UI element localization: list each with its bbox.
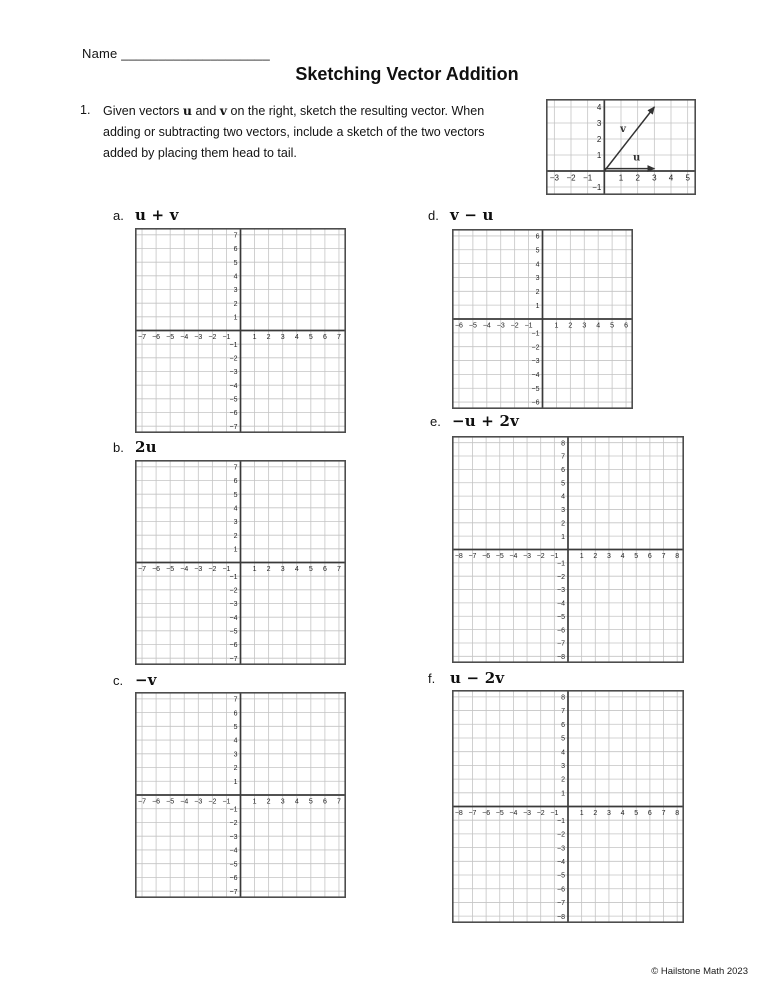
x-tick-label: 1 bbox=[579, 810, 584, 817]
x-tick-label: −4 bbox=[180, 566, 189, 573]
x-tick-label: −6 bbox=[152, 334, 161, 341]
y-tick-label: 7 bbox=[233, 232, 238, 240]
item-label-b bbox=[113, 438, 157, 457]
x-tick-label: −3 bbox=[523, 810, 532, 817]
x-tick-label: −3 bbox=[549, 173, 559, 183]
y-tick-label: 1 bbox=[233, 314, 238, 322]
copyright-notice: © Hailstone Math 2023 bbox=[651, 966, 748, 977]
y-tick-label: 5 bbox=[535, 247, 540, 255]
x-tick-label: 7 bbox=[337, 798, 341, 806]
x-tick-label: 5 bbox=[308, 798, 313, 806]
x-tick-label: −6 bbox=[152, 566, 161, 573]
y-tick-label: 3 bbox=[233, 519, 238, 527]
item-expression: v − u bbox=[450, 206, 494, 224]
x-tick-label: −1 bbox=[550, 810, 559, 817]
item-letter: c. bbox=[113, 673, 124, 688]
x-tick-label: 5 bbox=[685, 173, 690, 183]
y-tick-label: −1 bbox=[592, 183, 602, 193]
x-tick-label: −7 bbox=[138, 334, 147, 341]
y-tick-label: 3 bbox=[535, 275, 540, 283]
y-tick-label: −8 bbox=[557, 913, 565, 921]
x-tick-label: 2 bbox=[266, 798, 271, 806]
x-tick-label: −6 bbox=[152, 798, 161, 806]
problem-text-line: added by placing them head to tail. bbox=[103, 146, 297, 160]
y-tick-label: −6 bbox=[531, 399, 540, 407]
y-tick-label: 6 bbox=[561, 467, 565, 475]
y-tick-label: 7 bbox=[233, 464, 238, 472]
y-tick-label: 4 bbox=[233, 273, 238, 281]
x-tick-label: 4 bbox=[620, 810, 625, 817]
y-tick-label: −8 bbox=[557, 653, 565, 661]
x-tick-label: −1 bbox=[222, 334, 231, 341]
x-tick-label: 4 bbox=[294, 566, 299, 573]
y-tick-label: 8 bbox=[561, 694, 565, 702]
y-tick-label: −1 bbox=[531, 330, 540, 338]
y-tick-label: −6 bbox=[229, 410, 238, 418]
y-tick-label: −7 bbox=[557, 640, 565, 648]
y-tick-label: −4 bbox=[557, 600, 565, 608]
x-tick-label: 1 bbox=[252, 566, 257, 573]
x-tick-label: −1 bbox=[524, 322, 533, 330]
x-tick-label: −2 bbox=[208, 334, 217, 341]
y-tick-label: −4 bbox=[229, 847, 238, 855]
x-tick-label: 3 bbox=[606, 810, 611, 817]
y-tick-label: 6 bbox=[233, 246, 238, 254]
y-tick-label: 1 bbox=[561, 790, 565, 798]
y-tick-label: −5 bbox=[229, 628, 238, 636]
y-tick-label: −2 bbox=[557, 831, 565, 839]
x-tick-label: 2 bbox=[635, 173, 640, 183]
x-tick-label: −3 bbox=[194, 334, 203, 341]
y-tick-label: 2 bbox=[561, 520, 565, 528]
x-tick-label: 6 bbox=[647, 810, 652, 817]
item-letter: b. bbox=[113, 440, 124, 455]
y-tick-label: −2 bbox=[229, 587, 238, 595]
x-tick-label: 5 bbox=[610, 322, 615, 330]
y-tick-label: −7 bbox=[229, 423, 238, 431]
y-tick-label: 2 bbox=[561, 776, 565, 784]
x-tick-label: −2 bbox=[536, 553, 545, 560]
y-tick-label: −7 bbox=[229, 888, 238, 896]
problem-text-line: Given vectors u and v on the right, sketch the resulting vector. When bbox=[103, 103, 485, 118]
y-tick-label: 7 bbox=[561, 453, 565, 461]
y-tick-label: −7 bbox=[557, 900, 565, 908]
x-tick-label: 7 bbox=[337, 566, 341, 573]
x-tick-label: −3 bbox=[523, 553, 532, 560]
vector-u-label: u bbox=[633, 152, 641, 164]
x-tick-label: −2 bbox=[566, 173, 576, 183]
y-tick-label: −6 bbox=[229, 875, 238, 883]
x-tick-label: 5 bbox=[308, 566, 313, 573]
problem-text-line: adding or subtracting two vectors, include a sketch of the two vectors bbox=[103, 125, 485, 139]
x-tick-label: 3 bbox=[280, 334, 285, 341]
x-tick-label: 6 bbox=[322, 334, 327, 341]
item-expression: u − 2v bbox=[450, 669, 505, 687]
x-tick-label: −3 bbox=[194, 566, 203, 573]
x-tick-label: 4 bbox=[668, 173, 674, 183]
item-label-d bbox=[428, 206, 494, 225]
practice-grid-c bbox=[135, 692, 346, 898]
x-tick-label: −4 bbox=[180, 334, 189, 341]
x-tick-label: 6 bbox=[624, 322, 628, 330]
x-tick-label: −8 bbox=[454, 810, 463, 817]
y-tick-label: 4 bbox=[561, 493, 565, 501]
y-tick-label: 1 bbox=[535, 302, 540, 310]
problem-1 bbox=[80, 100, 560, 164]
y-tick-label: −2 bbox=[229, 355, 238, 363]
y-tick-label: 4 bbox=[535, 261, 540, 269]
x-tick-label: −2 bbox=[208, 566, 217, 573]
vector-v-label: v bbox=[620, 123, 626, 135]
problem-number: 1. bbox=[80, 103, 91, 117]
y-tick-label: 8 bbox=[561, 440, 565, 448]
y-tick-label: 7 bbox=[561, 708, 565, 716]
item-expression: −u + 2v bbox=[452, 412, 520, 430]
x-tick-label: −3 bbox=[194, 798, 203, 806]
x-tick-label: 4 bbox=[294, 334, 299, 341]
y-tick-label: −3 bbox=[229, 601, 238, 609]
x-tick-label: −2 bbox=[536, 810, 545, 817]
y-tick-label: −6 bbox=[229, 642, 238, 650]
y-tick-label: −4 bbox=[531, 372, 540, 380]
x-tick-label: −4 bbox=[509, 810, 518, 817]
y-tick-label: 6 bbox=[561, 721, 565, 729]
x-tick-label: 3 bbox=[582, 322, 587, 330]
x-tick-label: 1 bbox=[252, 798, 257, 806]
y-tick-label: −1 bbox=[557, 817, 565, 825]
x-tick-label: 6 bbox=[322, 798, 327, 806]
y-tick-label: 5 bbox=[233, 259, 238, 267]
y-tick-label: 3 bbox=[233, 751, 238, 759]
item-letter: a. bbox=[113, 208, 124, 223]
x-tick-label: 3 bbox=[280, 566, 285, 573]
y-tick-label: −5 bbox=[229, 861, 238, 869]
item-label-e bbox=[430, 412, 519, 431]
y-tick-label: 3 bbox=[561, 507, 565, 515]
y-tick-label: 1 bbox=[233, 778, 238, 786]
name-blank: Name ____________________ bbox=[82, 46, 270, 61]
x-tick-label: −7 bbox=[468, 553, 477, 560]
y-tick-label: 1 bbox=[233, 546, 238, 554]
x-tick-label: −4 bbox=[482, 322, 491, 330]
x-tick-label: −6 bbox=[482, 810, 491, 817]
y-tick-label: −5 bbox=[531, 385, 540, 393]
y-tick-label: −2 bbox=[229, 820, 238, 828]
x-tick-label: −2 bbox=[510, 322, 519, 330]
problem-text bbox=[103, 100, 560, 164]
x-tick-label: 2 bbox=[593, 810, 598, 817]
y-tick-label: 3 bbox=[233, 287, 238, 295]
y-tick-label: 3 bbox=[596, 119, 602, 129]
y-tick-label: −3 bbox=[229, 833, 238, 841]
y-tick-label: −2 bbox=[557, 573, 565, 581]
item-expression: 2u bbox=[135, 438, 157, 456]
x-tick-label: −7 bbox=[138, 798, 147, 806]
x-tick-label: −5 bbox=[166, 798, 175, 806]
x-tick-label: −5 bbox=[495, 810, 504, 817]
y-tick-label: −6 bbox=[557, 627, 565, 635]
x-tick-label: 2 bbox=[266, 566, 271, 573]
y-tick-label: 4 bbox=[561, 749, 565, 757]
item-label-c bbox=[113, 671, 157, 690]
x-tick-label: −1 bbox=[222, 566, 231, 573]
y-tick-label: 4 bbox=[233, 737, 238, 745]
x-tick-label: 1 bbox=[252, 334, 257, 341]
practice-grid-a bbox=[135, 228, 346, 433]
y-tick-label: 5 bbox=[561, 480, 565, 488]
y-tick-label: −4 bbox=[229, 614, 238, 622]
y-tick-label: −2 bbox=[531, 344, 540, 352]
x-tick-label: −1 bbox=[222, 798, 231, 806]
y-tick-label: 2 bbox=[233, 532, 238, 540]
x-tick-label: −4 bbox=[180, 798, 189, 806]
x-tick-label: 3 bbox=[280, 798, 285, 806]
item-letter: d. bbox=[428, 208, 439, 223]
x-tick-label: 7 bbox=[337, 334, 341, 341]
y-tick-label: −1 bbox=[229, 806, 238, 814]
x-tick-label: 6 bbox=[322, 566, 327, 573]
y-tick-label: 4 bbox=[233, 505, 238, 513]
y-tick-label: 2 bbox=[233, 765, 238, 773]
x-tick-label: −5 bbox=[468, 322, 477, 330]
x-tick-label: −5 bbox=[166, 334, 175, 341]
item-expression: −v bbox=[135, 671, 157, 689]
x-tick-label: 3 bbox=[606, 553, 611, 560]
x-tick-label: 4 bbox=[620, 553, 625, 560]
item-expression: u + v bbox=[135, 206, 179, 224]
y-tick-label: 3 bbox=[561, 763, 565, 771]
x-tick-label: 7 bbox=[661, 810, 666, 817]
x-tick-label: 8 bbox=[675, 810, 680, 817]
x-tick-label: −7 bbox=[138, 566, 147, 573]
y-tick-label: 5 bbox=[233, 723, 238, 731]
y-tick-label: −1 bbox=[557, 560, 565, 568]
x-tick-label: −5 bbox=[166, 566, 175, 573]
x-tick-label: 1 bbox=[579, 553, 584, 560]
x-tick-label: −1 bbox=[583, 173, 593, 183]
x-tick-label: 1 bbox=[554, 322, 559, 330]
y-tick-label: −3 bbox=[557, 587, 565, 595]
x-tick-label: 4 bbox=[294, 798, 299, 806]
y-tick-label: 2 bbox=[596, 135, 602, 145]
x-tick-label: 6 bbox=[647, 553, 652, 560]
y-tick-label: 2 bbox=[535, 288, 540, 296]
y-tick-label: −3 bbox=[229, 369, 238, 377]
y-tick-label: −7 bbox=[229, 655, 238, 663]
page-title: Sketching Vector Addition bbox=[295, 64, 519, 84]
x-tick-label: 2 bbox=[593, 553, 598, 560]
y-tick-label: −4 bbox=[557, 858, 565, 866]
x-tick-label: 7 bbox=[661, 553, 666, 560]
y-tick-label: −4 bbox=[229, 382, 238, 390]
y-tick-label: 2 bbox=[233, 300, 238, 308]
y-tick-label: −3 bbox=[557, 845, 565, 853]
x-tick-label: −3 bbox=[496, 322, 505, 330]
y-tick-label: 6 bbox=[233, 478, 238, 486]
y-tick-label: −5 bbox=[557, 613, 565, 621]
x-tick-label: 5 bbox=[634, 553, 639, 560]
x-tick-label: 3 bbox=[652, 173, 657, 183]
x-tick-label: 8 bbox=[675, 553, 680, 560]
x-tick-label: 2 bbox=[266, 334, 271, 341]
item-label-a bbox=[113, 206, 179, 225]
example-vector-graph bbox=[546, 99, 696, 195]
x-tick-label: −5 bbox=[495, 553, 504, 560]
practice-grid-f bbox=[452, 690, 684, 923]
y-tick-label: −3 bbox=[531, 358, 540, 366]
practice-grid-b bbox=[135, 460, 346, 665]
y-tick-label: 1 bbox=[561, 533, 565, 541]
practice-grid-d bbox=[452, 229, 633, 409]
y-tick-label: −1 bbox=[229, 341, 238, 349]
y-tick-label: −6 bbox=[557, 886, 565, 894]
x-tick-label: 1 bbox=[618, 173, 624, 183]
y-tick-label: −5 bbox=[557, 872, 565, 880]
x-tick-label: 5 bbox=[634, 810, 639, 817]
x-tick-label: 4 bbox=[596, 322, 601, 330]
item-label-f bbox=[428, 669, 504, 688]
y-tick-label: 6 bbox=[233, 710, 238, 718]
x-tick-label: −4 bbox=[509, 553, 518, 560]
y-tick-label: 1 bbox=[596, 151, 602, 161]
x-tick-label: 2 bbox=[568, 322, 573, 330]
practice-grid-e bbox=[452, 436, 684, 663]
x-tick-label: 5 bbox=[308, 334, 313, 341]
item-letter: f. bbox=[428, 671, 436, 686]
y-tick-label: 5 bbox=[561, 735, 565, 743]
x-tick-label: −6 bbox=[454, 322, 463, 330]
x-tick-label: −1 bbox=[550, 553, 559, 560]
x-tick-label: −6 bbox=[482, 553, 491, 560]
x-tick-label: −8 bbox=[454, 553, 463, 560]
y-tick-label: 5 bbox=[233, 491, 238, 499]
y-tick-label: 6 bbox=[535, 233, 540, 241]
y-tick-label: 4 bbox=[596, 103, 602, 113]
x-tick-label: −2 bbox=[208, 798, 217, 806]
x-tick-label: −7 bbox=[468, 810, 477, 817]
y-tick-label: −5 bbox=[229, 396, 238, 404]
item-letter: e. bbox=[430, 414, 441, 429]
y-tick-label: −1 bbox=[229, 573, 238, 581]
y-tick-label: 7 bbox=[233, 696, 238, 704]
